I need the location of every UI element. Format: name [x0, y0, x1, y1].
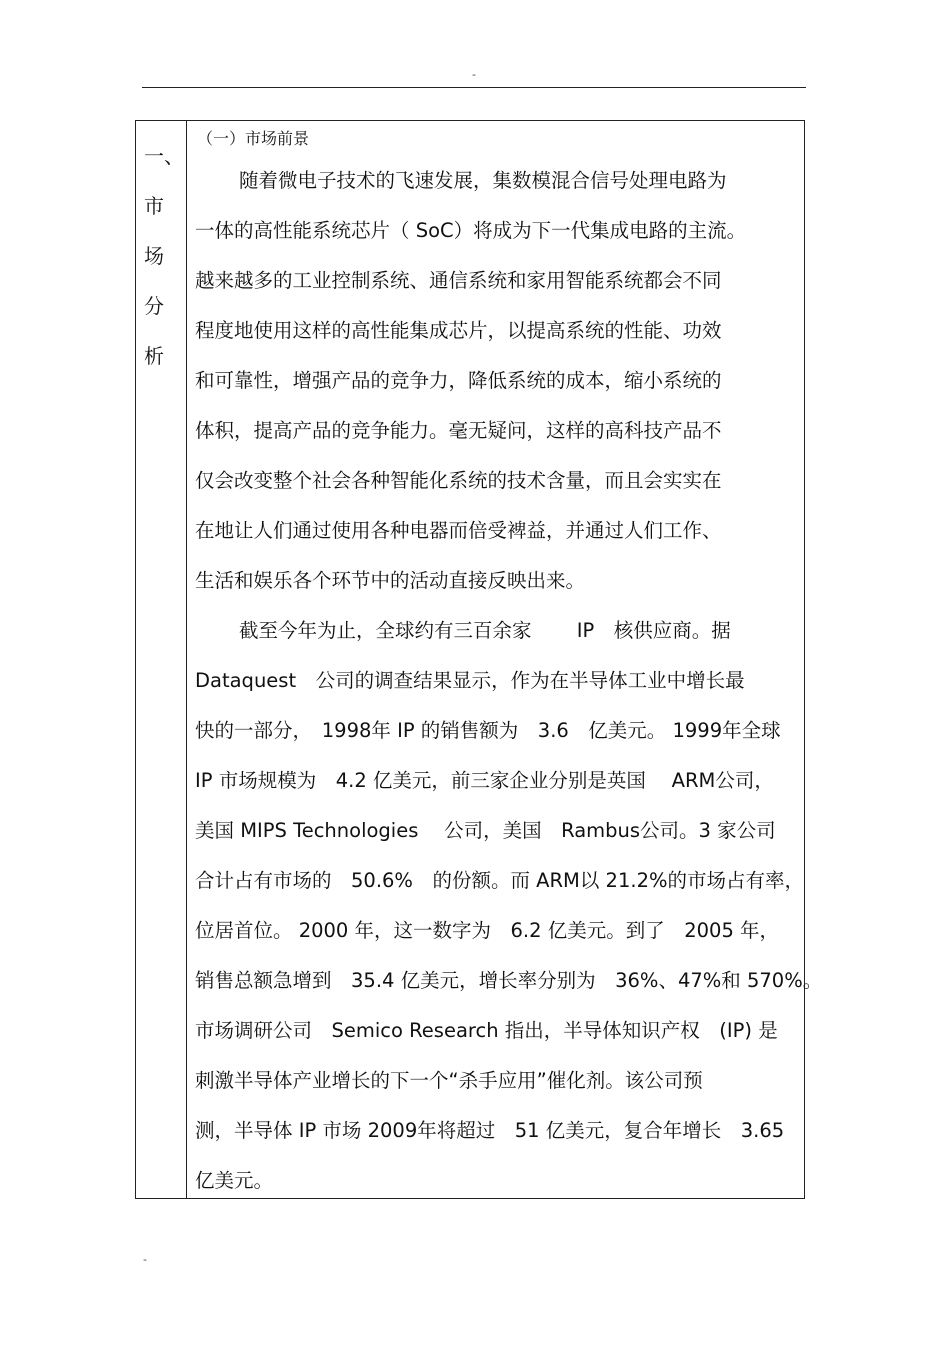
paragraph-line: IP 市场规模为 4.2 亿美元，前三家企业分别是英国 ARM公司，: [195, 769, 774, 792]
paragraph-line: 亿美元。: [195, 1169, 274, 1192]
paragraph-line: 体积，提高产品的竞争能力。毫无疑问，这样的高科技产品不: [195, 419, 722, 442]
paragraph-line: 越来越多的工业控制系统、通信系统和家用智能系统都会不同: [195, 269, 722, 292]
subheading: （一）市场前景: [197, 129, 310, 148]
section-heading-char: 一、: [144, 144, 184, 168]
content-table: [135, 120, 823, 1199]
paragraph-line: 仅会改变整个社会各种智能化系统的技术含量，而且会实实在: [195, 469, 722, 492]
paragraph-line: 快的一部分， 1998年 IP 的销售额为 3.6 亿美元。 1999年全球: [195, 719, 781, 742]
header-mark: -: [472, 68, 476, 81]
paragraph-line: 位居首位。 2000 年，这一数字为 6.2 亿美元。到了 2005 年，: [195, 919, 780, 942]
footer-mark: -: [143, 1253, 147, 1266]
section-heading-cell: [136, 121, 187, 1198]
section-heading-char: 分: [144, 294, 164, 318]
paragraph-line: 测，半导体 IP 市场 2009年将超过 51 亿美元，复合年增长 3.65: [195, 1119, 785, 1142]
paragraph-line: 截至今年为止，全球约有三百余家 IP 核供应商。据: [239, 619, 731, 642]
paragraph-line: 程度地使用这样的高性能集成芯片，以提高系统的性能、功效: [195, 319, 722, 342]
paragraph-ip-market: [195, 606, 823, 1206]
paragraph-line: 和可靠性，增强产品的竞争力，降低系统的成本，缩小系统的: [195, 369, 722, 392]
paragraph-line: 生活和娱乐各个环节中的活动直接反映出来。: [195, 569, 586, 592]
paragraph-line: 刺激半导体产业增长的下一个“杀手应用”催化剂。该公司预: [195, 1069, 703, 1092]
paragraph-market-outlook: [195, 156, 807, 606]
section-body-cell: [187, 121, 823, 1198]
paragraph-line: 随着微电子技术的飞速发展，集数模混合信号处理电路为: [239, 169, 727, 192]
section-heading-char: 市: [144, 194, 164, 218]
section-heading: [144, 131, 184, 381]
paragraph-line: 合计占有市场的 50.6% 的份额。而 ARM以 21.2%的市场占有率，: [195, 869, 805, 892]
section-heading-char: 析: [144, 344, 164, 368]
paragraph-line: 美国 MIPS Technologies 公司，美国 Rambus公司。3 家公司: [195, 819, 776, 842]
header-rule: [142, 87, 806, 88]
paragraph-line: Dataquest 公司的调查结果显示，作为在半导体工业中增长最: [195, 669, 745, 692]
paragraph-line: 在地让人们通过使用各种电器而倍受裨益，并通过人们工作、: [195, 519, 722, 542]
paragraph-line: 一体的高性能系统芯片（ SoC）将成为下一代集成电路的主流。: [195, 219, 747, 242]
paragraph-line: 销售总额急增到 35.4 亿美元，增长率分别为 36%、47%和 570%。: [195, 969, 823, 992]
paragraph-line: 市场调研公司 Semico Research 指出，半导体知识产权 (IP) 是: [195, 1019, 778, 1042]
section-heading-char: 场: [144, 244, 164, 268]
